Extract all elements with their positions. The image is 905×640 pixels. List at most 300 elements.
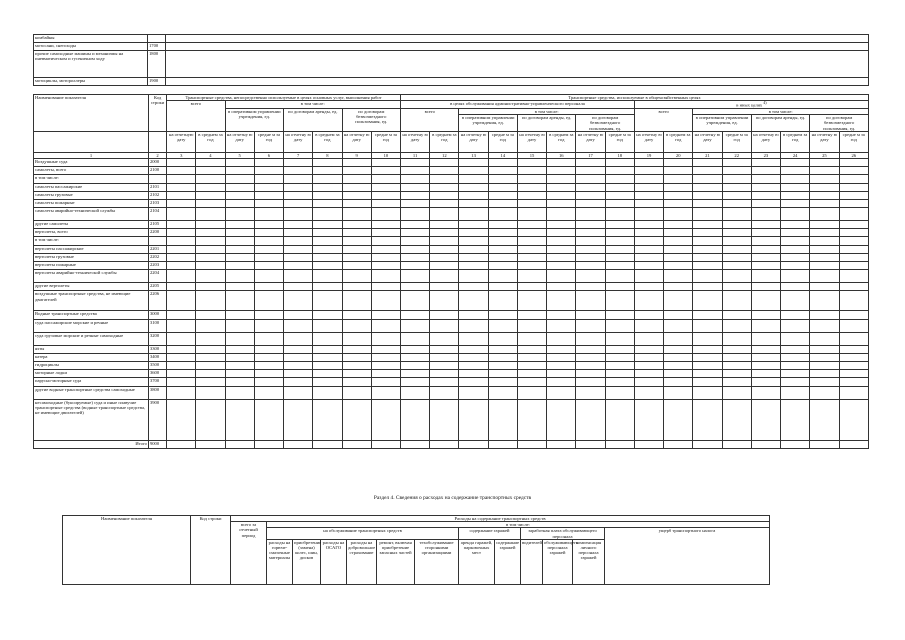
row-value-cell <box>196 283 225 291</box>
row-value-cell <box>342 191 371 199</box>
row-value-cell <box>313 283 342 291</box>
header-general-group: Транспортные средства, используемые в общехозяйственных целях <box>401 95 869 101</box>
row-label: другие самолеты <box>34 221 149 229</box>
row-value-cell <box>254 183 283 191</box>
row-value-cell <box>284 440 313 448</box>
row-value-cell <box>488 283 517 291</box>
row-value-cell <box>254 253 283 261</box>
subheader-end-date: на отчетну ю дату <box>693 131 722 152</box>
row-value-cell <box>751 245 780 253</box>
row-value-cell <box>254 262 283 270</box>
row-value-cell <box>810 370 839 378</box>
header-direct-group: Транспортные средства, непосредственно используемые в целях основных услуг, выполнения работ <box>167 95 401 101</box>
row-code: 2204 <box>148 270 166 283</box>
row-label: в том числе: <box>34 175 149 183</box>
row-value-cell <box>342 291 371 311</box>
row-value-cell <box>576 319 605 332</box>
row-value-cell <box>839 229 868 237</box>
column-number: 1 <box>34 152 149 158</box>
row-value-cell <box>547 378 576 386</box>
row-code: 2206 <box>148 291 166 311</box>
row-value-cell <box>517 440 546 448</box>
row-values <box>166 43 869 51</box>
row-value-cell <box>196 345 225 353</box>
row-value-cell <box>371 199 400 207</box>
column-number: 11 <box>401 152 430 158</box>
row-value-cell <box>167 361 196 369</box>
row-value-cell <box>576 332 605 345</box>
row-value-cell <box>284 221 313 229</box>
row-code: 2000 <box>148 158 166 166</box>
row-value-cell <box>634 361 663 369</box>
row-value-cell <box>313 237 342 245</box>
table-row <box>34 386 869 399</box>
table-row <box>34 175 869 183</box>
row-code: 3900 <box>148 399 166 440</box>
row-value-cell <box>488 221 517 229</box>
row-value-cell <box>430 229 459 237</box>
row-value-cell <box>254 283 283 291</box>
row-value-cell <box>401 399 430 440</box>
row-value-cell <box>751 345 780 353</box>
subheader-end-date: на отчетну ю дату <box>459 131 488 152</box>
row-value-cell <box>254 399 283 440</box>
subheader-end-date: на отчетну ю дату <box>517 131 546 152</box>
row-value-cell <box>196 158 225 166</box>
row-value-cell <box>459 270 488 283</box>
row-value-cell <box>839 262 868 270</box>
row-value-cell <box>430 167 459 175</box>
row-code: 3700 <box>148 378 166 386</box>
table-row <box>34 332 869 345</box>
column-number: 16 <box>547 152 576 158</box>
row-value-cell <box>225 345 254 353</box>
row-value-cell <box>401 283 430 291</box>
row-value-cell <box>839 167 868 175</box>
table-row <box>34 253 869 261</box>
column-number: 20 <box>664 152 693 158</box>
row-value-cell <box>517 221 546 229</box>
subheader-avg: средне м за год <box>605 131 634 152</box>
row-code <box>148 237 166 245</box>
row-value-cell <box>810 319 839 332</box>
row-value-cell <box>810 158 839 166</box>
row-value-cell <box>810 208 839 221</box>
column-number: 15 <box>517 152 546 158</box>
row-value-cell <box>488 158 517 166</box>
row-value-cell <box>225 319 254 332</box>
row-value-cell <box>459 399 488 440</box>
row-value-cell <box>517 353 546 361</box>
row-value-cell <box>751 319 780 332</box>
row-value-cell <box>284 167 313 175</box>
row-value-cell <box>693 283 722 291</box>
row-value-cell <box>488 386 517 399</box>
row-value-cell <box>751 229 780 237</box>
row-value-cell <box>167 245 196 253</box>
row-value-cell <box>401 237 430 245</box>
row-value-cell <box>751 199 780 207</box>
row-value-cell <box>634 353 663 361</box>
row-value-cell <box>167 370 196 378</box>
row-label: вертолеты грузовые <box>34 253 149 261</box>
row-value-cell <box>664 175 693 183</box>
row-label: несамоходные (буксируемые) суда и иные плавучие транспортные средства (водные транспортные средства, не имеющие двигателей) <box>34 399 149 440</box>
row-label: вертолеты пожарные <box>34 262 149 270</box>
row-value-cell <box>547 221 576 229</box>
row-value-cell <box>459 208 488 221</box>
row-value-cell <box>605 208 634 221</box>
row-value-cell <box>167 399 196 440</box>
row-value-cell <box>810 237 839 245</box>
row-value-cell <box>722 237 751 245</box>
top-fragment-table <box>33 34 869 86</box>
row-value-cell <box>751 253 780 261</box>
row-value-cell <box>605 378 634 386</box>
table-row <box>34 262 869 270</box>
row-value-cell <box>576 221 605 229</box>
column-number: 3 <box>167 152 196 158</box>
row-value-cell <box>810 253 839 261</box>
row-value-cell <box>605 262 634 270</box>
row-value-cell <box>167 167 196 175</box>
row-value-cell <box>547 262 576 270</box>
row-value-cell <box>225 208 254 221</box>
row-value-cell <box>517 378 546 386</box>
row-value-cell <box>459 191 488 199</box>
row-value-cell <box>722 253 751 261</box>
row-value-cell <box>401 229 430 237</box>
row-value-cell <box>693 245 722 253</box>
row-value-cell <box>693 158 722 166</box>
table-row <box>34 199 869 207</box>
row-value-cell <box>810 386 839 399</box>
row-value-cell <box>547 399 576 440</box>
row-code: 9000 <box>148 440 166 448</box>
row-value-cell <box>254 386 283 399</box>
row-value-cell <box>342 199 371 207</box>
row-value-cell <box>664 353 693 361</box>
row-value-cell <box>693 191 722 199</box>
row-value-cell <box>634 158 663 166</box>
row-value-cell <box>254 245 283 253</box>
row-value-cell <box>284 270 313 283</box>
row-value-cell <box>693 221 722 229</box>
row-value-cell <box>459 311 488 319</box>
row-value-cell <box>488 332 517 345</box>
row-value-cell <box>284 370 313 378</box>
row-value-cell <box>371 270 400 283</box>
row-value-cell <box>342 440 371 448</box>
row-label: мотосани, снегоходы <box>34 43 148 51</box>
row-value-cell <box>517 270 546 283</box>
row-value-cell <box>664 283 693 291</box>
row-value-cell <box>781 319 810 332</box>
row-value-cell <box>371 283 400 291</box>
row-value-cell <box>576 208 605 221</box>
row-value-cell <box>664 262 693 270</box>
column-number: 14 <box>488 152 517 158</box>
row-value-cell <box>547 253 576 261</box>
table-row <box>34 440 869 448</box>
row-value-cell <box>284 291 313 311</box>
row-value-cell <box>517 237 546 245</box>
row-value-cell <box>605 270 634 283</box>
row-value-cell <box>196 270 225 283</box>
row-value-cell <box>196 399 225 440</box>
row-value-cell <box>722 208 751 221</box>
row-value-cell <box>225 332 254 345</box>
row-code: 1900 <box>148 78 166 86</box>
row-code: 3200 <box>148 332 166 345</box>
row-value-cell <box>576 311 605 319</box>
row-value-cell <box>605 345 634 353</box>
s4-garage-col: содержание гаражей <box>495 539 521 584</box>
section4-expenses-table <box>62 515 770 585</box>
row-value-cell <box>664 319 693 332</box>
row-code: 2200 <box>148 229 166 237</box>
row-value-cell <box>517 262 546 270</box>
row-value-cell <box>781 262 810 270</box>
row-value-cell <box>401 199 430 207</box>
row-value-cell <box>342 319 371 332</box>
row-value-cell <box>722 221 751 229</box>
row-value-cell <box>693 370 722 378</box>
row-value-cell <box>488 199 517 207</box>
row-value-cell <box>342 175 371 183</box>
row-value-cell <box>781 345 810 353</box>
row-value-cell <box>313 291 342 311</box>
row-value-cell <box>401 221 430 229</box>
row-value-cell <box>664 291 693 311</box>
row-value-cell <box>430 253 459 261</box>
row-value-cell <box>401 262 430 270</box>
row-code: 2102 <box>148 191 166 199</box>
row-value-cell <box>722 167 751 175</box>
row-label: воздушные транспортные средства, не имеющие двигателей <box>34 291 149 311</box>
row-value-cell <box>225 237 254 245</box>
row-value-cell <box>605 283 634 291</box>
header-operative: в оперативном управлении учреждения, ед. <box>225 108 283 131</box>
header-other-operative: в оперативном управлении учреждения, ед. <box>693 115 751 132</box>
row-value-cell <box>371 229 400 237</box>
row-value-cell <box>693 345 722 353</box>
row-value-cell <box>313 191 342 199</box>
row-value-cell <box>693 440 722 448</box>
row-value-cell <box>488 440 517 448</box>
row-value-cell <box>751 262 780 270</box>
row-value-cell <box>839 399 868 440</box>
row-value-cell <box>810 191 839 199</box>
subheader-avg: в среднем за год <box>313 131 342 152</box>
row-value-cell <box>751 311 780 319</box>
row-value-cell <box>459 283 488 291</box>
row-label: самолеты аварийно-технической службы <box>34 208 149 221</box>
table-row <box>34 361 869 369</box>
row-value-cell <box>284 245 313 253</box>
row-value-cell <box>313 229 342 237</box>
row-value-cell <box>371 221 400 229</box>
row-code: 3600 <box>148 370 166 378</box>
row-value-cell <box>693 237 722 245</box>
row-value-cell <box>313 345 342 353</box>
row-value-cell <box>576 262 605 270</box>
row-value-cell <box>547 370 576 378</box>
row-value-cell <box>810 399 839 440</box>
row-value-cell <box>488 183 517 191</box>
row-value-cell <box>547 345 576 353</box>
table-row <box>34 353 869 361</box>
row-value-cell <box>839 378 868 386</box>
row-label: парусно-моторные суда <box>34 378 149 386</box>
row-code: 2101 <box>148 183 166 191</box>
row-value-cell <box>196 291 225 311</box>
row-value-cell <box>517 191 546 199</box>
row-code: 3000 <box>148 311 166 319</box>
row-label: самолеты пассажирские <box>34 183 149 191</box>
row-value-cell <box>664 245 693 253</box>
row-value-cell <box>517 370 546 378</box>
row-value-cell <box>547 319 576 332</box>
subheader-avg: средне м за год <box>488 131 517 152</box>
row-label: суда пассажирские морские и речные <box>34 319 149 332</box>
row-value-cell <box>430 237 459 245</box>
row-value-cell <box>488 345 517 353</box>
row-value-cell <box>459 291 488 311</box>
row-value-cell <box>751 386 780 399</box>
row-label: Воздушные суда <box>34 158 149 166</box>
row-value-cell <box>459 229 488 237</box>
row-value-cell <box>488 245 517 253</box>
row-value-cell <box>664 183 693 191</box>
s4-header-damage: ущерб транспортного налога <box>605 528 770 584</box>
row-value-cell <box>254 370 283 378</box>
row-value-cell <box>430 311 459 319</box>
s4-header-expenses: Расходы на содержание транспортных средств <box>231 516 770 522</box>
row-value-cell <box>284 386 313 399</box>
row-value-cell <box>225 229 254 237</box>
top-row <box>34 78 869 86</box>
row-value-cell <box>401 158 430 166</box>
row-value-cell <box>284 158 313 166</box>
row-value-cell <box>342 353 371 361</box>
row-label: прочие самоходные машины и механизмы на пневматическом и гусеничном ходу <box>34 51 148 78</box>
row-value-cell <box>839 319 868 332</box>
row-label: гидроциклы <box>34 361 149 369</box>
row-value-cell <box>342 183 371 191</box>
row-label: моторные лодки <box>34 370 149 378</box>
row-value-cell <box>839 158 868 166</box>
row-value-cell <box>781 221 810 229</box>
row-value-cell <box>722 270 751 283</box>
row-value-cell <box>313 353 342 361</box>
row-value-cell <box>517 399 546 440</box>
row-value-cell <box>225 183 254 191</box>
s4-maint-col: расходы на горюче-смазочные материалы <box>267 539 293 584</box>
row-value-cell <box>488 270 517 283</box>
row-value-cell <box>313 253 342 261</box>
row-value-cell <box>839 440 868 448</box>
row-value-cell <box>459 319 488 332</box>
row-code: 2100 <box>148 167 166 175</box>
row-value-cell <box>342 221 371 229</box>
row-value-cell <box>313 370 342 378</box>
row-value-cell <box>225 311 254 319</box>
row-code <box>148 35 166 43</box>
row-value-cell <box>284 208 313 221</box>
row-value-cell <box>167 270 196 283</box>
row-value-cell <box>722 199 751 207</box>
row-value-cell <box>488 319 517 332</box>
row-value-cell <box>664 370 693 378</box>
row-value-cell <box>342 370 371 378</box>
row-value-cell <box>517 183 546 191</box>
subheader-avg: средне м за год <box>371 131 400 152</box>
row-value-cell <box>517 229 546 237</box>
row-value-cell <box>722 361 751 369</box>
table-row <box>34 311 869 319</box>
row-value-cell <box>284 253 313 261</box>
row-value-cell <box>547 183 576 191</box>
row-value-cell <box>459 167 488 175</box>
row-value-cell <box>634 245 663 253</box>
row-value-cell <box>196 245 225 253</box>
row-value-cell <box>225 262 254 270</box>
row-value-cell <box>781 270 810 283</box>
row-value-cell <box>254 345 283 353</box>
row-value-cell <box>664 237 693 245</box>
subheader-end-date: на отчетну ю дату <box>634 131 663 152</box>
row-code: 2202 <box>148 253 166 261</box>
row-value-cell <box>517 167 546 175</box>
row-value-cell <box>751 361 780 369</box>
row-value-cell <box>664 229 693 237</box>
row-value-cell <box>459 175 488 183</box>
row-value-cell <box>254 378 283 386</box>
row-value-cell <box>254 199 283 207</box>
row-value-cell <box>371 158 400 166</box>
row-value-cell <box>576 237 605 245</box>
row-value-cell <box>459 370 488 378</box>
row-value-cell <box>751 353 780 361</box>
row-value-cell <box>284 199 313 207</box>
column-number: 6 <box>254 152 283 158</box>
row-value-cell <box>196 378 225 386</box>
column-number: 22 <box>722 152 751 158</box>
row-value-cell <box>254 237 283 245</box>
row-value-cell <box>839 221 868 229</box>
row-value-cell <box>167 199 196 207</box>
table-row <box>34 221 869 229</box>
row-value-cell <box>605 386 634 399</box>
row-value-cell <box>547 291 576 311</box>
row-value-cell <box>605 361 634 369</box>
row-value-cell <box>605 353 634 361</box>
row-code: 1700 <box>148 43 166 51</box>
row-value-cell <box>430 183 459 191</box>
row-value-cell <box>371 332 400 345</box>
row-value-cell <box>371 237 400 245</box>
row-value-cell <box>576 361 605 369</box>
row-value-cell <box>693 399 722 440</box>
row-value-cell <box>459 245 488 253</box>
row-value-cell <box>634 208 663 221</box>
row-value-cell <box>167 208 196 221</box>
row-value-cell <box>196 199 225 207</box>
row-value-cell <box>839 311 868 319</box>
row-value-cell <box>576 440 605 448</box>
header-other-rent: по договорам аренды, ед. <box>751 115 809 132</box>
